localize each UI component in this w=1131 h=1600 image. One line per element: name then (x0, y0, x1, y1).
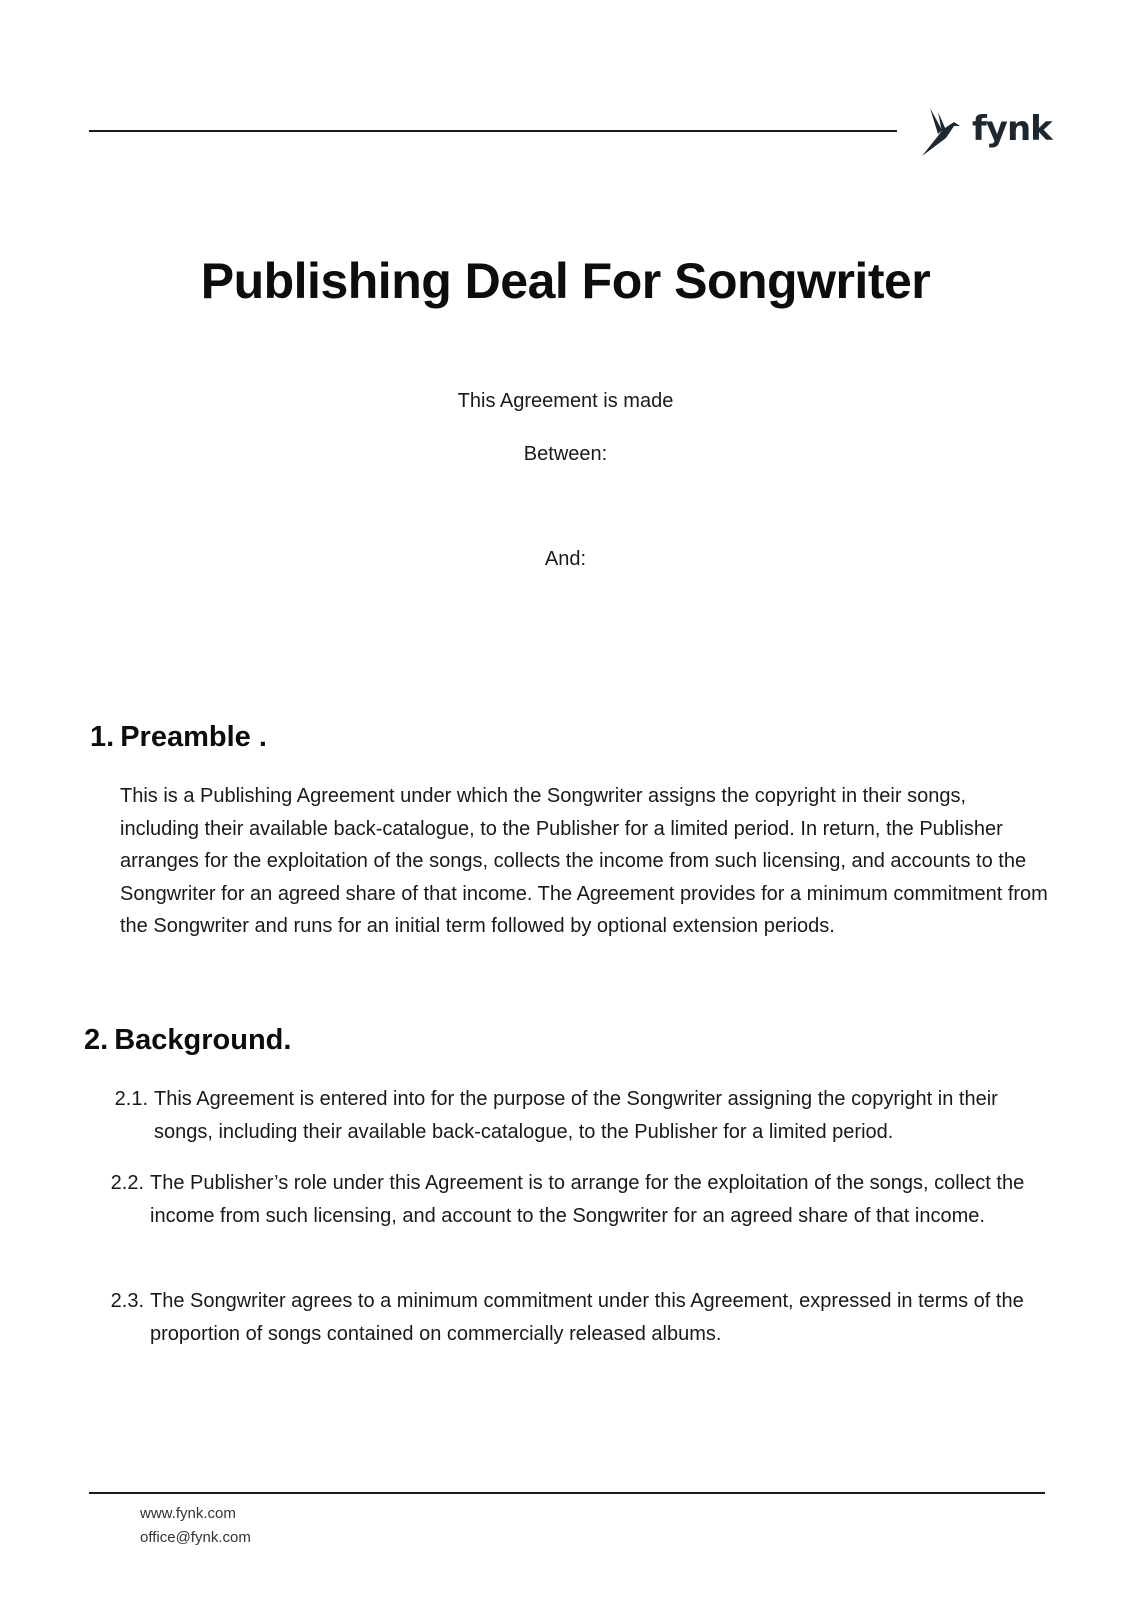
section-number: 1. (90, 721, 115, 753)
clause-text: The Publisher’s role under this Agreement is to arrange for the exploitation of the songs, collect the income from such licensing, and account to the Songwriter for an agreed share of that income. (150, 1172, 1025, 1227)
fynk-logo (920, 104, 1052, 160)
footer-email: office@fynk.com (140, 1529, 251, 1546)
clause-2-2 (106, 1167, 1051, 1232)
header-divider (89, 130, 897, 132)
clause-number: 2.1. (114, 1088, 148, 1110)
clause-number: 2.3. (110, 1290, 144, 1312)
section-number: 2. (84, 1024, 109, 1056)
logo-wordmark: fynk (972, 109, 1052, 149)
clause-text: The Songwriter agrees to a minimum commitment under this Agreement, expressed in terms of the proportion of songs contained on commercially released albums. (150, 1290, 1024, 1345)
section-title: Background. (114, 1024, 292, 1056)
and-line: And: (544, 548, 587, 570)
footer-website: www.fynk.com (140, 1505, 236, 1522)
footer-divider (89, 1492, 1045, 1494)
section-heading-background (84, 1024, 291, 1057)
clause-2-1 (110, 1083, 1055, 1148)
section-heading-preamble (90, 721, 267, 754)
clause-2-3 (106, 1285, 1051, 1350)
between-line: Between: (523, 443, 608, 465)
clause-text: This Agreement is entered into for the purpose of the Songwriter assigning the copyright in their songs, including their available back-catalogue, to the Publisher for a limited period. (154, 1088, 998, 1143)
section-title: Preamble . (120, 721, 267, 753)
clause-number: 2.2. (110, 1172, 144, 1194)
agreement-made-line: This Agreement is made (457, 390, 674, 412)
bird-icon (920, 104, 970, 160)
preamble-paragraph: This is a Publishing Agreement under which the Songwriter assigns the copyright in their songs, including their available back-catalogue, to the Publisher for a limited period. In return, the Publisher arranges for the exploitation of the songs, collects the income from such licensing, and accounts to the Songwriter for an agreed share of that income. The Agreement provides for a minimum commitment from the Songwriter and runs for an initial term followed by optional extension periods. (120, 785, 1048, 937)
document-title: Publishing Deal For Songwriter (200, 253, 931, 309)
